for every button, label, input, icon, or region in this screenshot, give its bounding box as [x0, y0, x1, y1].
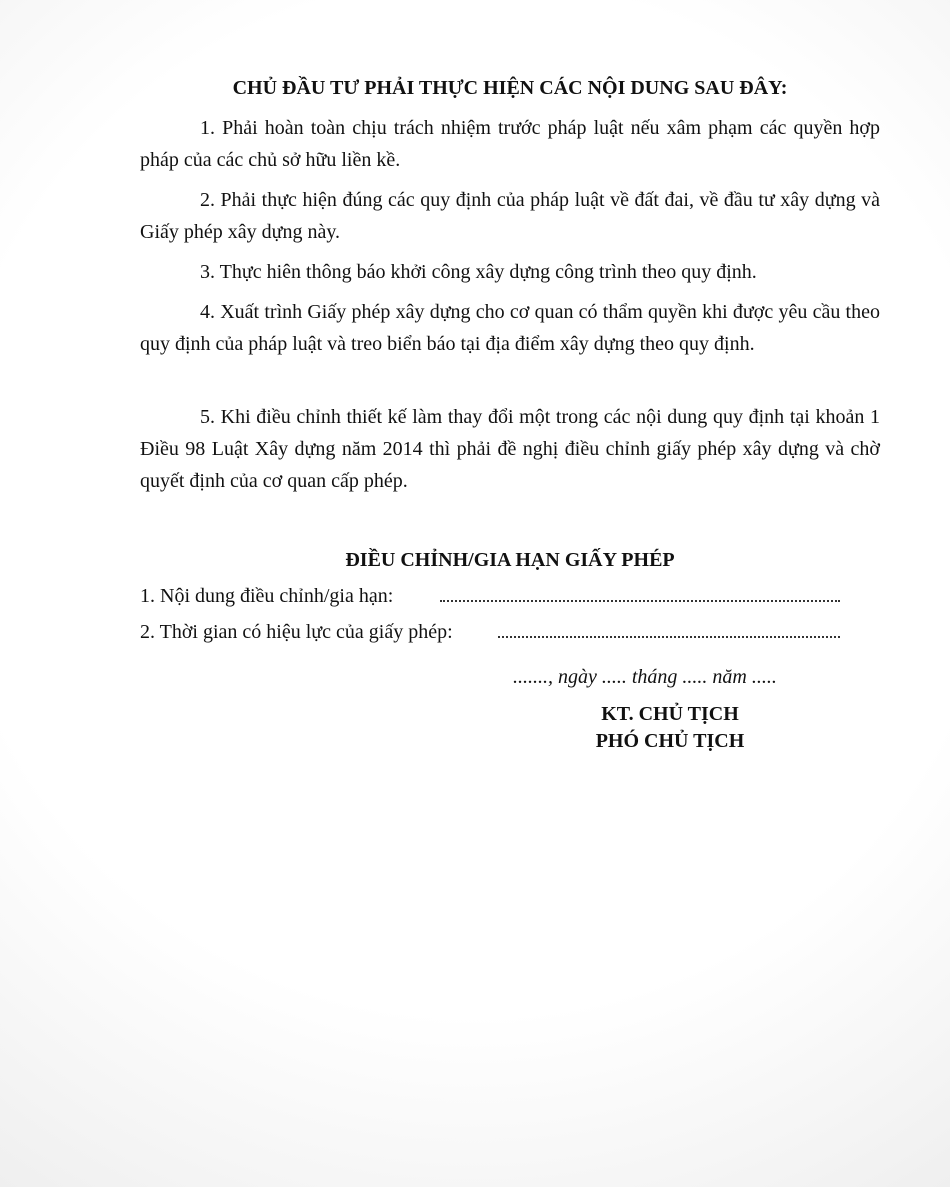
obligation-item-5: 5. Khi điều chỉnh thiết kế làm thay đổi một trong các nội dung quy định tại khoản 1 Điều 98 Luật Xây dựng năm 2014 thì phải đề nghị điều chỉnh giấy phép xây dựng và chờ quyết định của cơ quan cấp phép.: [140, 406, 880, 492]
validity-period-field[interactable]: [498, 636, 840, 638]
adjustment-heading: ĐIỀU CHỈNH/GIA HẠN GIẤY PHÉP: [345, 549, 675, 571]
obligation-item-1: 1. Phải hoàn toàn chịu trách nhiệm trước pháp luật nếu xâm phạm các quyền hợp pháp của các chủ sở hữu liền kề.: [140, 117, 880, 171]
adjustment-content-field[interactable]: [440, 600, 840, 602]
obligation-item-3: 3. Thực hiên thông báo khởi công xây dựng công trình theo quy định.: [200, 261, 757, 283]
signer-title-line2: PHÓ CHỦ TỊCH: [595, 730, 745, 752]
signer-title-line1: KT. CHỦ TỊCH: [601, 703, 739, 725]
obligations-heading: CHỦ ĐẦU TƯ PHẢI THỰC HIỆN CÁC NỘI DUNG SAU ĐÂY:: [232, 77, 788, 99]
obligation-item-4: 4. Xuất trình Giấy phép xây dựng cho cơ quan có thẩm quyền khi được yêu cầu theo quy định của pháp luật và treo biển báo tại địa điểm xây dựng theo quy định.: [140, 301, 880, 355]
signature-date-line: ......., ngày ..... tháng ..... năm .....: [513, 666, 777, 688]
obligation-item-2: 2. Phải thực hiện đúng các quy định của pháp luật về đất đai, về đầu tư xây dựng và Giấy phép xây dựng này.: [140, 189, 880, 243]
validity-period-label: 2. Thời gian có hiệu lực của giấy phép:: [140, 621, 453, 643]
adjustment-content-label: 1. Nội dung điều chỉnh/gia hạn:: [140, 585, 394, 607]
